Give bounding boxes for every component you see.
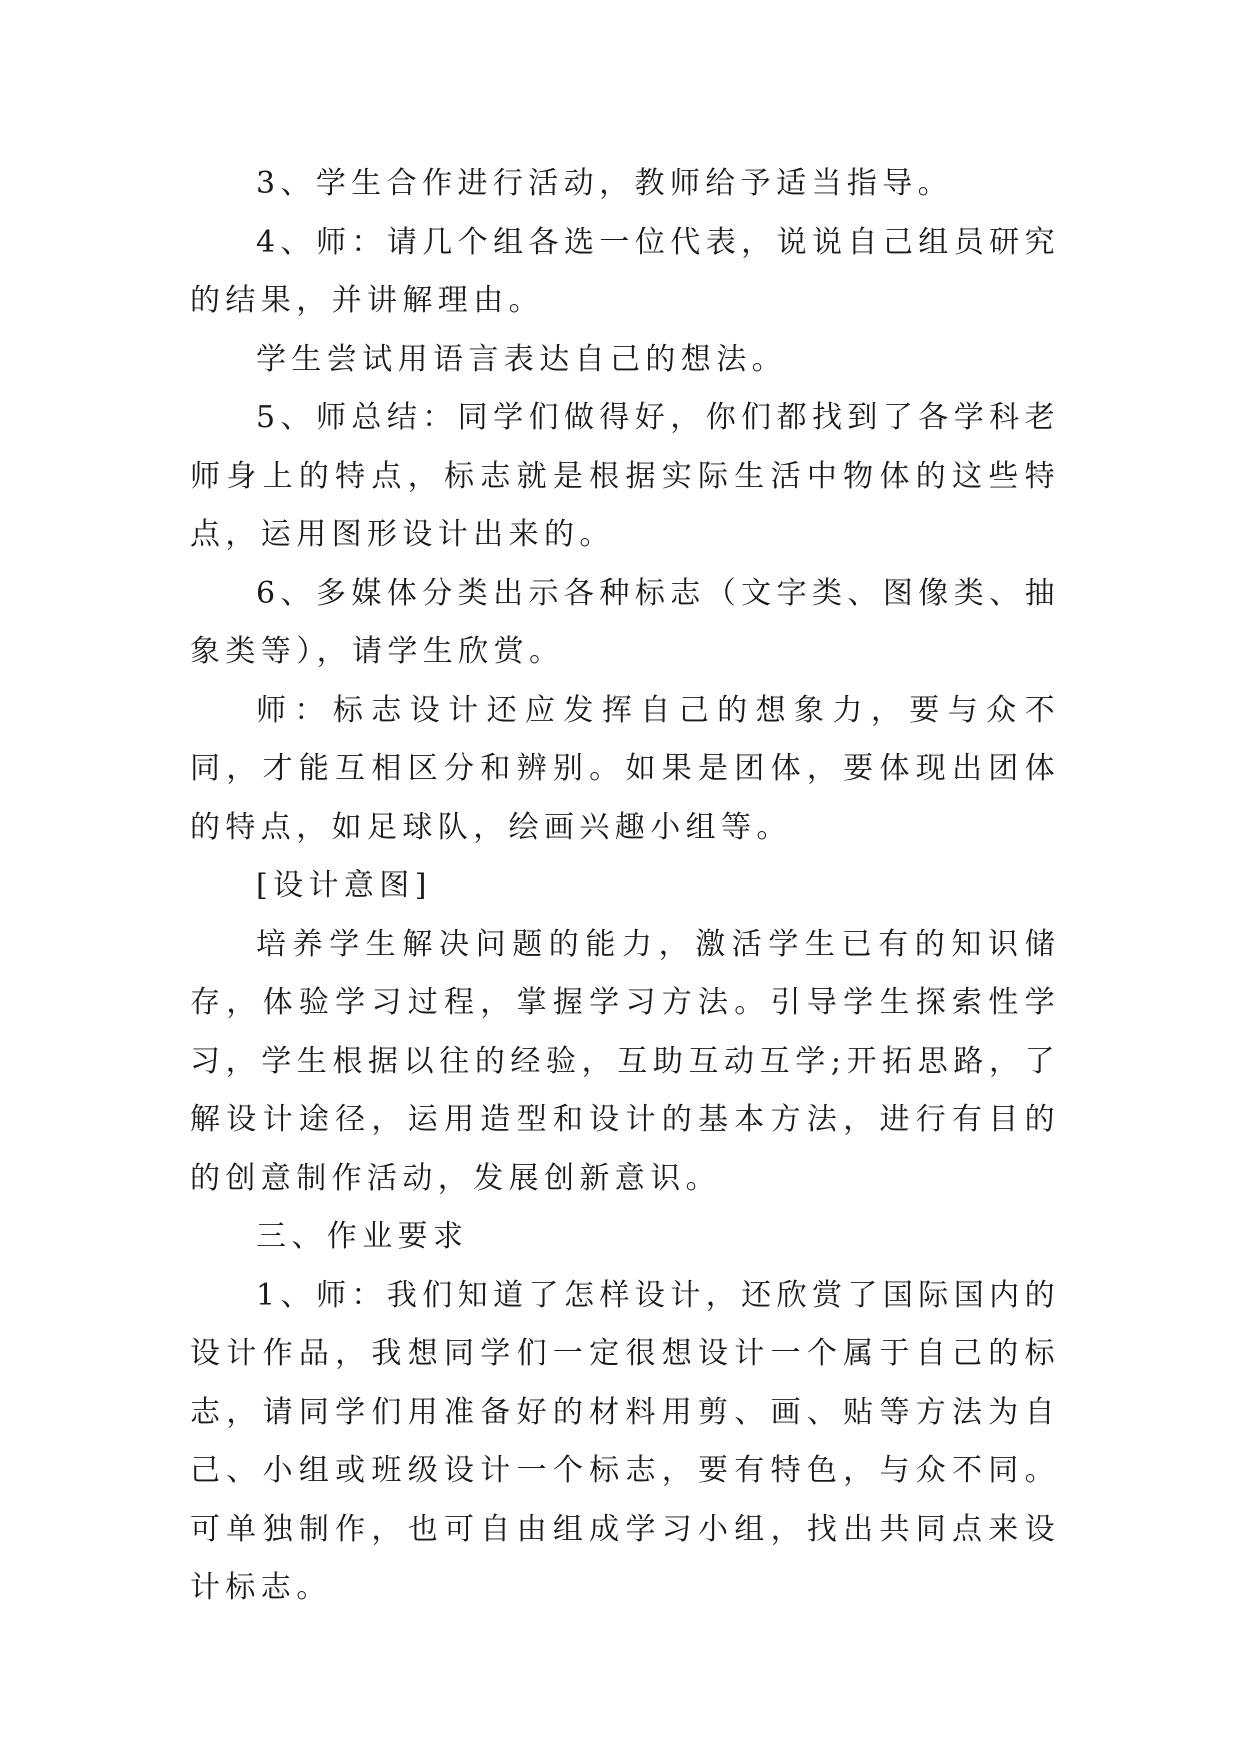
section-heading-design-intent: [设计意图] — [256, 868, 432, 903]
paragraph-student-expression: 学生尝试用语言表达自己的想法。 — [256, 341, 787, 377]
paragraph-step-4: 4、师：请几个组各选一位代表，说说自己组员研究的结果，并讲解理由。 — [190, 224, 1060, 318]
paragraph-teacher-note: 师：标志设计还应发挥自己的想象力，要与众不同，才能互相区分和辨别。如果是团体，要体现出团体的特点，如足球队，绘画兴趣小组等。 — [190, 692, 1060, 845]
paragraph-step-5: 5、师总结：同学们做得好，你们都找到了各学科老师身上的特点，标志就是根据实际生活中物体的这些特点，运用图形设计出来的。 — [190, 400, 1060, 552]
document-body — [190, 155, 1060, 1618]
section-heading-homework: 三、作业要求 — [256, 1219, 469, 1254]
paragraph-step-3: 3、学生合作进行活动，教师给予适当指导。 — [256, 166, 954, 201]
paragraph-design-intent: 培养学生解决问题的能力，激活学生已有的知识储存，体验学习过程，掌握学习方法。引导学生探索性学习，学生根据以往的经验，互助互动互学;开拓思路，了解设计途径，运用造型和设计的基本方法，进行有目的的创意制作活动，发展创新意识。 — [190, 926, 1060, 1196]
paragraph-step-6: 6、多媒体分类出示各种标志（文字类、图像类、抽象类等），请学生欣赏。 — [190, 575, 1060, 669]
paragraph-homework-1: 1、师：我们知道了怎样设计，还欣赏了国际国内的设计作品，我想同学们一定很想设计一个属于自己的标志，请同学们用准备好的材料用剪、画、贴等方法为自己、小组或班级设计一个标志，要有特色，与众不同。可单独制作，也可自由组成学习小组，找出共同点来设计标志。 — [190, 1277, 1060, 1605]
